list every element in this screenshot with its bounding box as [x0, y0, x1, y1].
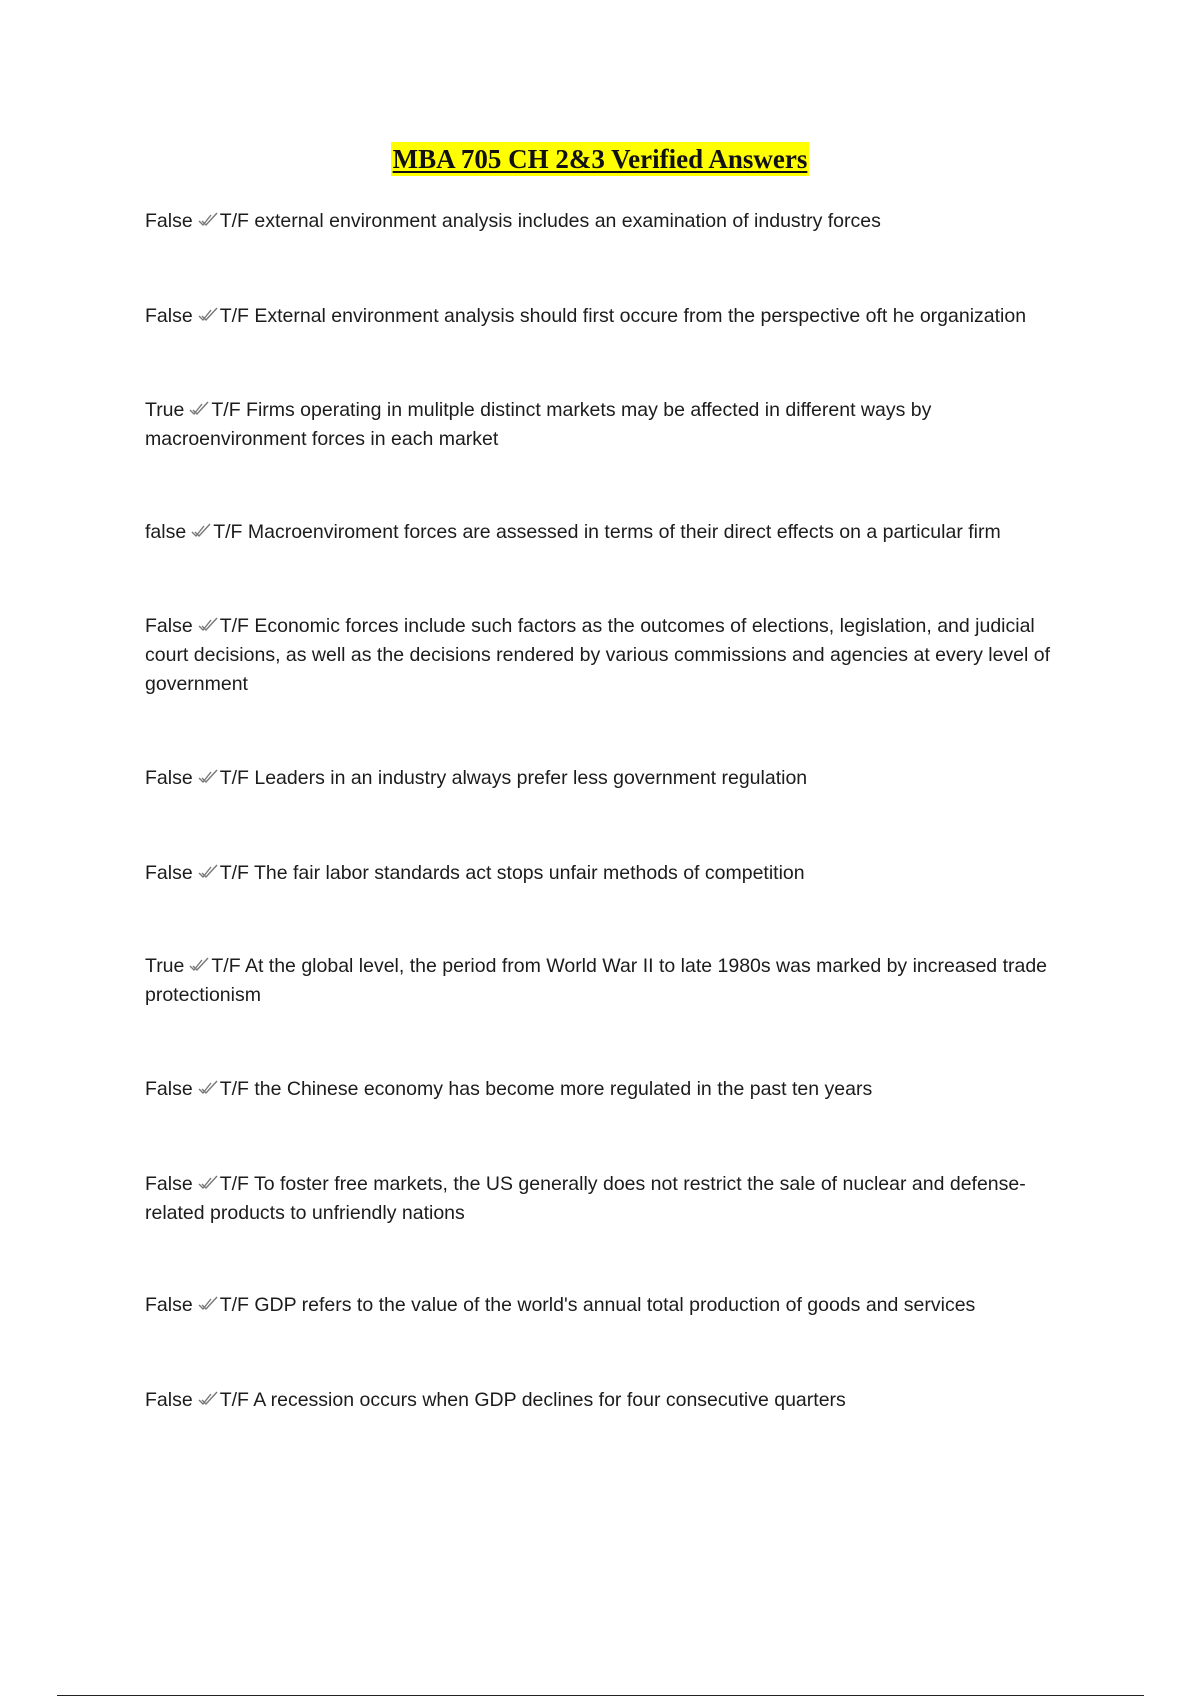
question-text: T/F the Chinese economy has become more regulated in the past ten years: [219, 1078, 873, 1100]
qa-item-10: [145, 1170, 1080, 1228]
qa-item-6: [145, 764, 1080, 793]
answer-label: False: [145, 1078, 193, 1100]
question-text: T/F Macroenviroment forces are assessed in terms of their direct effects on a particular firm: [213, 521, 1001, 543]
answer-label: False: [145, 1389, 193, 1411]
question-text: T/F The fair labor standards act stops unfair methods of competition: [219, 862, 805, 884]
qa-item-4: [145, 518, 1080, 547]
answer-label: False: [145, 1294, 193, 1316]
question-text: T/F External environment analysis should first occure from the perspective oft he organization: [219, 305, 1027, 327]
question-text: T/F external environment analysis includes an examination of industry forces: [219, 210, 881, 232]
qa-item-3: [145, 396, 1080, 454]
question-text: T/F Leaders in an industry always prefer less government regulation: [219, 767, 808, 789]
double-check-mark-icon: [198, 1175, 219, 1191]
answer-label: True: [145, 955, 185, 977]
footer-divider: [57, 1695, 1144, 1696]
qa-item-7: [145, 859, 1080, 888]
double-check-mark-icon: [198, 1080, 219, 1096]
double-check-mark-icon: [198, 617, 219, 633]
double-check-mark-icon: [198, 1391, 219, 1407]
answer-label: False: [145, 862, 193, 884]
answer-label: False: [145, 305, 193, 327]
question-text: T/F Economic forces include such factors as the outcomes of elections, legislation, and judicial court decisions, as well as the decisions rendered by various commissions and agencies at every level of government: [145, 615, 1051, 695]
qa-item-9: [145, 1075, 1080, 1104]
qa-item-2: [145, 302, 1080, 331]
title-container: [0, 142, 1200, 176]
question-text: T/F To foster free markets, the US generally does not restrict the sale of nuclear and defense-related products to unfriendly nations: [145, 1173, 1026, 1224]
answer-label: False: [145, 1173, 193, 1195]
double-check-mark-icon: [191, 523, 212, 539]
answer-label: false: [145, 521, 187, 543]
double-check-mark-icon: [189, 957, 210, 973]
qa-item-1: [145, 207, 1080, 236]
question-text: T/F A recession occurs when GDP declines for four consecutive quarters: [219, 1389, 846, 1411]
qa-item-8: [145, 952, 1080, 1010]
double-check-mark-icon: [198, 769, 219, 785]
answer-label: False: [145, 615, 193, 637]
double-check-mark-icon: [198, 212, 219, 228]
qa-item-5: [145, 612, 1080, 699]
answer-label: False: [145, 210, 193, 232]
double-check-mark-icon: [198, 307, 219, 323]
document-title: MBA 705 CH 2&3 Verified Answers: [392, 144, 808, 174]
answer-label: True: [145, 399, 185, 421]
answer-label: False: [145, 767, 193, 789]
question-text: T/F GDP refers to the value of the world's annual total production of goods and services: [219, 1294, 976, 1316]
qa-item-11: [145, 1291, 1080, 1320]
double-check-mark-icon: [198, 1296, 219, 1312]
question-text: T/F At the global level, the period from World War II to late 1980s was marked by increased trade protectionism: [145, 955, 1048, 1006]
qa-item-12: [145, 1386, 1080, 1415]
double-check-mark-icon: [189, 401, 210, 417]
double-check-mark-icon: [198, 864, 219, 880]
question-text: T/F Firms operating in mulitple distinct markets may be affected in different ways by macroenvironment forces in each market: [145, 399, 932, 450]
